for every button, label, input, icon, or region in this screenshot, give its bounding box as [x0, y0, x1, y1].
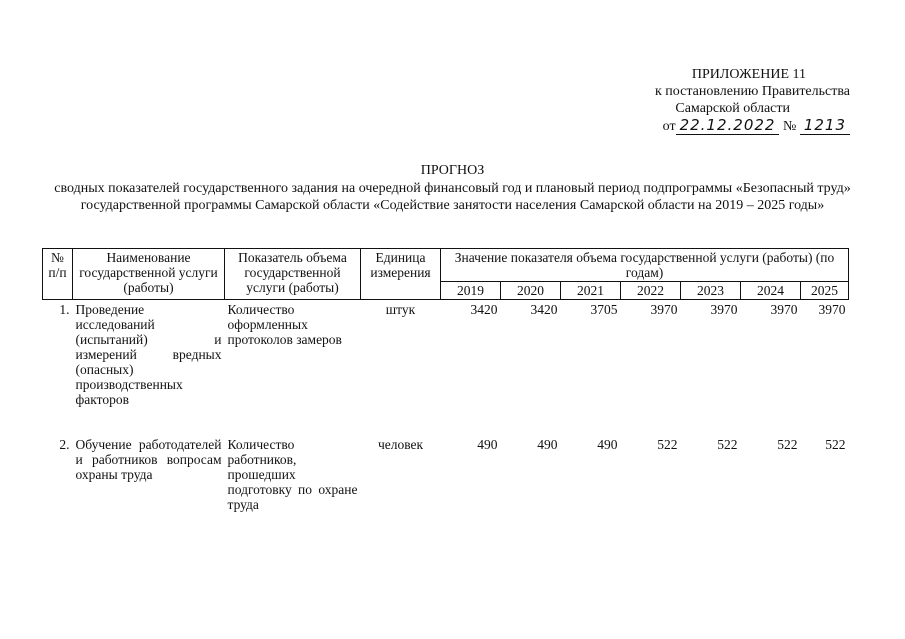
decree-date: 22.12.2022	[676, 116, 780, 135]
value-cell: 3970	[818, 302, 846, 317]
value-cell: 3705	[590, 302, 618, 317]
header-year: 2021	[561, 282, 621, 300]
row-number: 1.	[59, 302, 70, 317]
value-cell: 3970	[650, 302, 678, 317]
header-unit: Единица измерения	[361, 249, 441, 300]
indicator-name: Количество работников, прошедших подготовку по охране труда	[227, 436, 358, 512]
header-year: 2020	[501, 282, 561, 300]
appendix-date-line	[560, 117, 850, 135]
value-cell: 3420	[470, 302, 498, 317]
row-number: 2.	[59, 436, 70, 452]
table-row	[43, 435, 849, 514]
header-year: 2024	[741, 282, 801, 300]
value-cell: 522	[657, 436, 678, 452]
forecast-table	[42, 248, 849, 514]
service-name: Проведение исследований (испытаний) и измерений вредных (опасных) производственных факторов	[75, 302, 222, 407]
number-label: №	[782, 119, 797, 134]
decree-number: 1213	[800, 116, 850, 135]
unit: человек	[377, 436, 424, 452]
appendix-region-line: Самарской области	[675, 101, 790, 116]
value-cell: 490	[477, 436, 498, 452]
value-cell: 3970	[770, 302, 798, 317]
header-num: № п/п	[43, 249, 73, 300]
indicator-name: Количество оформленных протоколов замеров	[227, 302, 342, 347]
value-cell: 522	[717, 436, 738, 452]
header-year: 2025	[801, 282, 849, 300]
appendix-block	[560, 66, 850, 135]
appendix-decree-line: к постановлению Правительства	[654, 84, 850, 99]
value-cell: 522	[825, 436, 846, 452]
value-cell: 3420	[530, 302, 558, 317]
header-values: Значение показателя объема государственной услуги (работы) (по годам)	[441, 249, 849, 282]
from-label: от	[662, 119, 676, 134]
service-name: Обучение работодателей и работников вопросам охраны труда	[75, 436, 222, 482]
header-year: 2022	[621, 282, 681, 300]
unit: штук	[385, 302, 416, 317]
header-service-name: Наименование государственной услуги (работы)	[73, 249, 225, 300]
header-year: 2023	[681, 282, 741, 300]
document-title: ПРОГНОЗ	[420, 163, 485, 178]
value-cell: 522	[777, 436, 798, 452]
header-indicator: Показатель объема государственной услуги (работы)	[225, 249, 361, 300]
value-cell: 3970	[710, 302, 738, 317]
table-row	[43, 300, 849, 435]
value-cell: 490	[537, 436, 558, 452]
document-subtitle: сводных показателей государственного задания на очередной финансовый год и плановый период подпрограммы «Безопасный труд» государственной программы Самарской области «Содействие занятости населения Самарской области на 2019 – 2025 годы»	[54, 181, 851, 213]
appendix-title: ПРИЛОЖЕНИЕ 11	[691, 67, 806, 82]
header-year: 2019	[441, 282, 501, 300]
value-cell: 490	[597, 436, 618, 452]
